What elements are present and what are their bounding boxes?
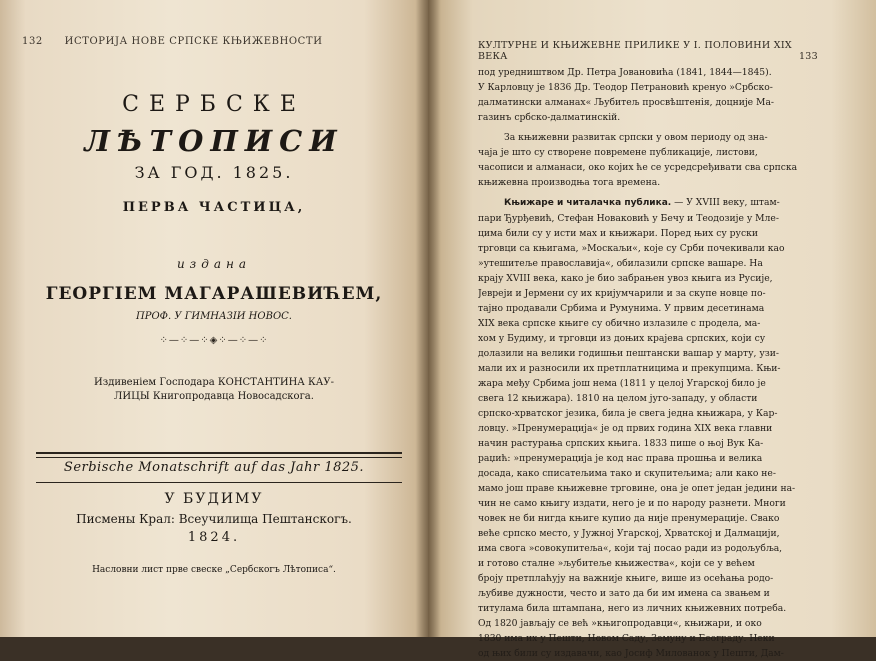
right-body-text	[478, 65, 808, 661]
text-line: ловцу. »Пренумерација« је од првих година XIX века главни	[478, 423, 773, 434]
ornament-divider: ⁘—⁘—⁘◈⁘—⁘—⁘	[159, 335, 269, 346]
publisher-line-2: ЛИЦЫ Книгопродавца Новосадскога.	[114, 391, 314, 402]
title-line-editor-role: ПРОФ. У ГИМНАЗІИ НОВОС.	[136, 311, 292, 322]
paragraph-development	[478, 130, 808, 190]
german-title: Serbische Monatschrift auf das Jahr 1825.	[63, 460, 365, 475]
text-line: свега 12 књижара). 1810 на целом југо-западу, у области	[478, 393, 758, 404]
text-line: газинъ србско-далматинскій.	[478, 112, 621, 123]
text-line: мамо још праве књижевне трговине, она је опет један једини на-	[478, 483, 796, 494]
text-line: трговци са књигама, »Москаљи«, које су Срби почекивали као	[478, 243, 785, 254]
text-line: веће српско место, у Јужној Угарској, Хрватској и Далмацији,	[478, 528, 780, 539]
text-line: човек не би нигда књиге купио да није пренумерације. Свако	[478, 513, 780, 524]
text-line: књижевна производња тога времена.	[478, 177, 661, 188]
text-line: под уредништвом Др. Петра Јовановића (1841, 1844—1845).	[478, 67, 772, 78]
text-line: У Карловцу је 1836 Др. Теодор Петрановић кренуо »Србско-	[478, 82, 773, 93]
text-line: далматински алманах« Љубитељ просвѣштенія, доцније Ма-	[478, 97, 775, 108]
title-line-part: ПЕРВА ЧАСТИЦА,	[122, 200, 306, 215]
title-line-letopisi: ЛѢТОПИСИ	[84, 124, 344, 158]
left-page-number: 132	[22, 36, 43, 47]
text-line: »утешитеље православија«, обилазили српске вашаре. На	[478, 258, 763, 269]
imprint-city: У БУДИМУ	[164, 491, 264, 507]
text-line: чин не само књигу издати, него је и по народу разнети. Многи	[478, 498, 786, 509]
figure-caption: Насловни лист прве свеске „Сербскогъ Лѣтописа“.	[92, 565, 336, 575]
text-line: цима били су у исти мах и књижари. Поред њих су руски	[478, 228, 758, 239]
text-line: Јевреји и Јермени су их кријумчарили и за скупе новце по-	[478, 288, 766, 299]
text-line: 1830 има их у Пешти, Новом Саду, Земуну и Београду. Неки	[478, 633, 775, 644]
title-line-editor: ГЕОРГІЕМ МАГАРАШЕВИЋЕМ,	[45, 284, 383, 304]
imprint-printer: Писмены Крал: Всеучилища Пештанскогъ.	[76, 512, 352, 526]
text-line: часописи и алманаси, око којих ће се усредсређивати сва српска	[478, 162, 798, 173]
text-line: љубиве дужности, често и зато да би им имена са звањем и	[478, 588, 770, 599]
text-line: Од 1820 јављају се већ »књигопродавци«, књижари, и око	[478, 618, 762, 629]
single-rule	[36, 482, 402, 483]
text-line: броју претплаћују на важније књиге, више из осећања родо-	[478, 573, 774, 584]
right-running-title: КУЛТУРНЕ И КЊИЖЕВНЕ ПРИЛИКЕ У I. ПОЛОВИНИ XIX ВЕКА	[478, 40, 792, 62]
title-line-published: издана	[176, 257, 252, 271]
left-running-title: ИСТОРИЈА НОВЕ СРПСКЕ КЊИЖЕВНОСТИ	[64, 36, 323, 47]
text-line: XIX века српске књиге су обично излазиле с продела, ма-	[478, 318, 761, 329]
right-running-head	[478, 40, 818, 62]
subheading-continuation: — У XVIII веку, штам-	[671, 197, 780, 208]
text-line: српско-хрватског језика, била је свега једна књижара, у Кар-	[478, 408, 778, 419]
text-line: тајно продавали Србима и Румунима. У првим десетинама	[478, 303, 765, 314]
imprint-year: 1824.	[187, 530, 241, 545]
text-line: досада, како списатељима тако и скупитељима; али како не-	[478, 468, 776, 479]
text-line: раџић: »пренумерација је код нас права прошња и велика	[478, 453, 763, 464]
left-running-head	[22, 36, 402, 47]
paragraph-bookstores	[478, 211, 808, 661]
title-line-serbske: СЕРБСКЕ	[122, 92, 306, 117]
publisher-block	[20, 376, 408, 404]
left-page	[0, 0, 428, 637]
double-rule	[36, 452, 402, 458]
text-line: мали их и разносили их претплатницима и прекупцима. Књи-	[478, 363, 781, 374]
text-line: има свога »совокупитеља«, који тај посао ради из родољубља,	[478, 543, 783, 554]
text-line: пари Ђурђевић, Стефан Новаковић у Бечу и Теодозије у Мле-	[478, 213, 779, 224]
right-page-number: 133	[798, 51, 818, 62]
text-line: чаја је што су створене повремене публикације, листови,	[478, 147, 758, 158]
text-line: долазили на велики годишњи пештански вашар у марту, узи-	[478, 348, 780, 359]
text-line: од њих били су издавачи, као Јосиф Милованок у Пешти, Дам-	[478, 648, 784, 659]
bookstores-lead-line	[478, 195, 808, 211]
paragraph-periodicals	[478, 65, 808, 125]
section-subheading: Књижаре и читалачка публика.	[504, 198, 672, 208]
text-line: титулама била штампана, него из личних књижевних потреба.	[478, 603, 787, 614]
book-gutter	[416, 0, 440, 637]
text-line: жара међу Србима још нема (1811 у целој Угарској било је	[478, 378, 766, 389]
text-line: За књижевни развитак српски у овом периоду од зна-	[504, 132, 768, 143]
title-line-year: ЗА ГОД. 1825.	[134, 163, 294, 182]
text-line: и готово сталне »љубитеље књижества«, који се у већем	[478, 558, 755, 569]
text-line: крају XVIII века, како је био забрањен увоз књига из Русије,	[478, 273, 773, 284]
text-line: начин растурања српских књига. 1833 пише о њој Вук Ка-	[478, 438, 764, 449]
text-line: хом у Будиму, и трговци из доњих крајева српских, који су	[478, 333, 766, 344]
publisher-line-1: Издивеніем Господара КОНСТАНТИНА КАУ-	[94, 377, 334, 388]
